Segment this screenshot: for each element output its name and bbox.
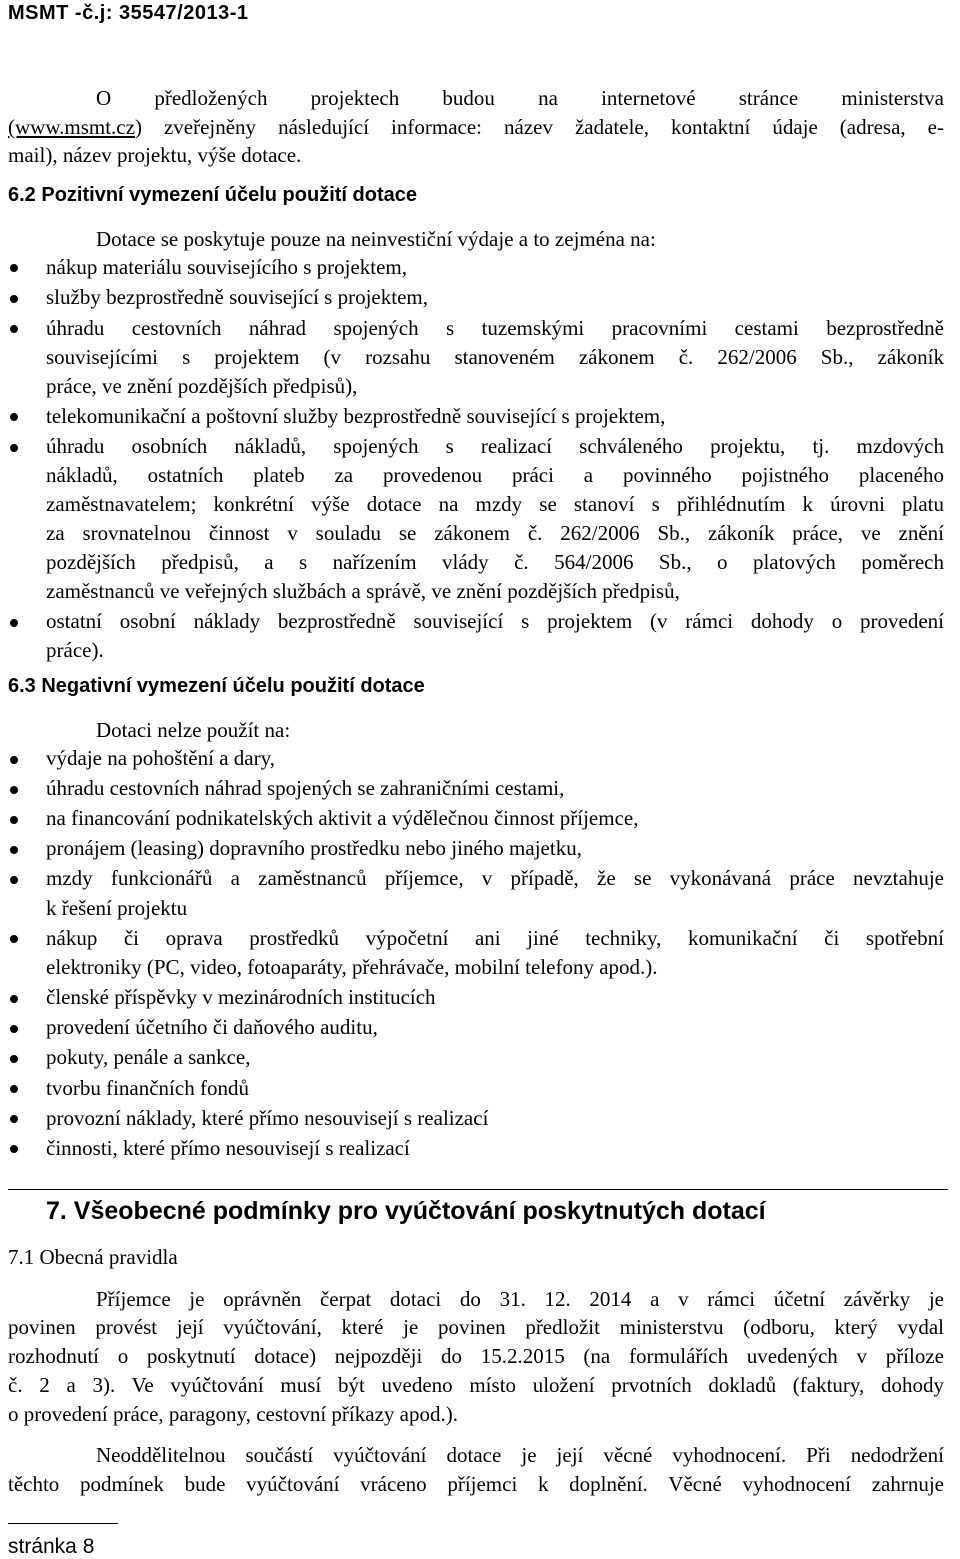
list-item [46,744,944,773]
list-item-line: nákladů, ostatních plateb za provedenou práci a povinného pojistného placeného [46,463,944,488]
list-item-line: ostatní osobní náklady bezprostředně související s projektem (v rámci dohody o provedení [46,609,944,634]
list-item [46,834,944,863]
bullet-icon [10,1055,18,1063]
list-item-line: elektroniky (PC, video, fotoaparáty, přehrávače, mobilní telefony apod.). [46,955,658,980]
section-6-3-lead: Dotaci nelze použít na: [96,718,291,742]
list-item-line: tvorbu finančních fondů [46,1075,249,1100]
bullet-icon [10,756,18,764]
list-item-line: pronájem (leasing) dopravního prostředku nebo jiného majetku, [46,836,582,861]
list-item [46,1134,944,1163]
bullet-icon [10,619,18,627]
section-7-1-heading: 7.1 Obecná pravidla [8,1245,178,1269]
document-reference: MSMT -č.j: 35547/2013-1 [8,2,249,24]
para1-line: rozhodnutí o poskytnutí dotace) nejpozději do 15.2.2015 (na formulářích uvedených v příloze [8,1344,944,1368]
list-item-line: úhradu cestovních náhrad spojených se zahraničními cestami, [46,776,565,801]
list-item [46,1013,944,1042]
list-item-line: úhradu osobních nákladů, spojených s realizací schváleného projektu, tj. mzdových [46,434,944,459]
para2-line: Neoddělitelnou součástí vyúčtování dotace je její věcné vyhodnocení. Při nedodržení [96,1443,944,1467]
intro-line-2 [8,113,944,142]
list-item [46,804,944,833]
bullet-icon [10,264,18,272]
list-item [46,924,944,983]
list-item-line: na financování podnikatelských aktivit a výdělečnou činnost příjemce, [46,806,639,831]
para2-line: těchto podmínek bude vyúčtování vráceno příjemci k doplnění. Věcné vyhodnocení zahrnuje [8,1472,944,1496]
page-number: stránka 8 [8,1535,95,1558]
list-item-line: práce, ve znění pozdějších předpisů), [46,373,358,398]
bullet-icon [10,846,18,854]
bullet-icon [10,1025,18,1033]
bullet-icon [10,1115,18,1123]
list-item-line: telekomunikační a poštovní služby bezprostředně související s projektem, [46,404,666,428]
list-item [46,253,944,282]
list-item [46,402,944,431]
section-7-heading: 7. Všeobecné podmínky pro vyúčtování poskytnutých dotací [46,1197,766,1225]
list-item-line: mzdy funkcionářů a zaměstnanců příjemce, v případě, že se vykonávaná práce nevztahuje [46,866,944,891]
list-item-line: činnosti, které přímo nesouvisejí s realizací [46,1135,410,1160]
list-item-line: souvisejícími s projektem (v rozsahu stanoveném zákonem č. 262/2006 Sb., zákoník [46,344,944,369]
list-item-line: výdaje na pohoštění a dary, [46,746,275,770]
list-item [46,1104,944,1133]
list-item [46,1043,944,1072]
list-item [46,283,944,312]
section-6-3-heading: 6.3 Negativní vymezení účelu použití dotace [8,675,425,697]
list-item-line: úhradu cestovních náhrad spojených s tuzemskými pracovními cestami bezprostředně [46,315,944,340]
list-item-line: zaměstnavatelem; konkrétní výše dotace na mzdy se stanoví s přihlédnutím k úrovni platu [46,492,944,517]
list-item-line: k řešení projektu [46,895,188,920]
section-6-2-heading: 6.2 Pozitivní vymezení účelu použití dotace [8,184,417,206]
list-item [46,774,944,803]
list-item-line: služby bezprostředně související s projektem, [46,285,428,310]
list-item-line: zaměstnanců ve veřejných službách a správě, ve znění pozdějších předpisů, [46,578,680,603]
list-item [46,864,944,923]
list-item [46,983,944,1012]
intro-line-2-text: ) zveřejněny následující informace: název žadatele, kontaktní údaje (adresa, e- [134,115,944,139]
list-item-line: nákup či oprava prostředků výpočetní ani jiné techniky, komunikační či spotřební [46,925,944,950]
list-item [46,432,944,605]
list-item-line: pozdějších předpisů, a s nařízením vlády č. 564/2006 Sb., o platových poměrech [46,549,944,574]
bullet-icon [10,1085,18,1093]
list-item [46,607,944,665]
list-item [46,1074,944,1103]
para1-line: Příjemce je oprávněn čerpat dotaci do 31. 12. 2014 a v rámci účetní závěrky je [96,1287,944,1311]
list-item-line: nákup materiálu souvisejícího s projektem, [46,255,407,279]
bullet-icon [10,444,18,452]
bullet-icon [10,816,18,824]
intro-line-3: mail), název projektu, výše dotace. [8,143,302,167]
intro-line-1: O předložených projektech budou na internetové stránce ministerstva [96,86,944,110]
list-item-line: za srovnatelnou činnost v souladu se zákonem č. 262/2006 Sb., zákoník práce, ve znění [46,521,944,546]
list-item [46,314,944,401]
para1-line: č. 2 a 3). Ve vyúčtování musí být uvedeno místo uložení prvotních dokladů (faktury, dohody [8,1373,944,1397]
footer-rule [8,1523,118,1524]
bullet-icon [10,786,18,794]
ministry-website-link[interactable]: (www.msmt.cz [8,115,135,139]
bullet-icon [10,295,18,303]
bullet-icon [10,935,18,943]
list-item-line: členské příspěvky v mezinárodních institucích [46,985,436,1010]
list-item-line: provozní náklady, které přímo nesouvisejí s realizací [46,1105,489,1130]
list-item-line: práce). [46,638,104,663]
section-6-2-lead: Dotace se poskytuje pouze na neinvestiční výdaje a to zejména na: [96,227,656,251]
bullet-icon [10,995,18,1003]
list-item-line: provedení účetního či daňového auditu, [46,1015,378,1040]
bullet-icon [10,325,18,333]
bullet-icon [10,1145,18,1153]
para1-line: o provedení práce, paragony, cestovní příkazy apod.). [8,1402,458,1426]
list-item-line: pokuty, penále a sankce, [46,1045,251,1070]
bullet-icon [10,413,18,421]
para1-line: povinen provést její vyúčtování, které je povinen předložit ministerstvu (odboru, který vydal [8,1315,944,1339]
bullet-icon [10,876,18,884]
section-divider [8,1189,948,1190]
